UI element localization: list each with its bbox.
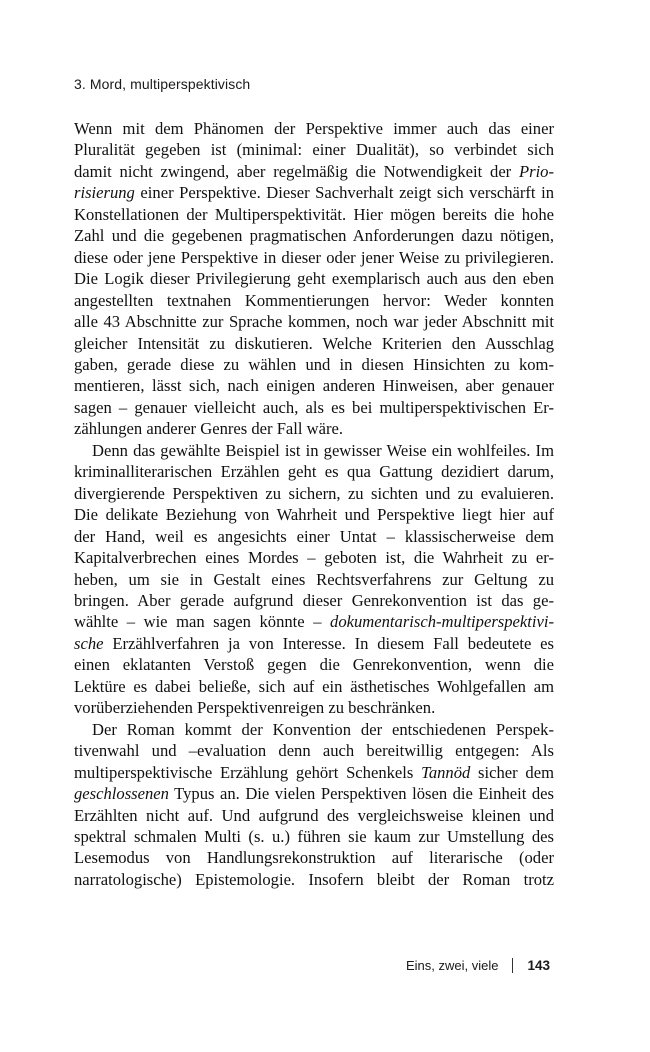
text-line	[74, 375, 554, 396]
text-line	[74, 139, 554, 160]
text-run: Denn das gewählte Beispiel ist in gewisser Weise ein wohlfeiles. Im	[92, 440, 554, 460]
text-run: Kapitalverbrechen eines Mordes – geboten ist, die Wahrheit zu er-	[74, 548, 554, 568]
text-run: divergierende Perspektiven zu sichern, zu sichten und zu evaluieren.	[74, 483, 554, 503]
text-run: der Hand, weil es angesichts einer Untat – klassischerweise dem	[74, 526, 554, 546]
text-line	[74, 547, 554, 568]
text-run: angestellten textnahen Kommentierungen hervor: Weder konnten	[74, 290, 554, 310]
text-run: Der Roman kommt der Konvention der entschiedenen Perspek-	[92, 719, 554, 739]
text-line	[74, 805, 554, 826]
text-line	[74, 182, 554, 203]
text-run: tivenwahl und –evaluation denn auch bereitwillig entgegen: Als	[74, 741, 554, 761]
text-line	[74, 418, 554, 439]
text-run: sagen – genauer vielleicht auch, als es bei multiperspektivischen Er-	[74, 397, 554, 417]
text-line	[74, 783, 554, 804]
text-run: heben, um sie in Gestalt eines Rechtsverfahrens zur Geltung zu	[74, 569, 554, 589]
text-run: wählte – wie man sagen könnte –	[74, 612, 331, 632]
text-line	[74, 440, 554, 461]
italic-run: dokumentarisch-multiperspektivi-	[330, 612, 554, 632]
text-line	[74, 225, 554, 246]
text-run: sicher dem	[470, 762, 554, 782]
footer-separator	[512, 958, 513, 973]
text-line	[74, 697, 554, 718]
text-line	[74, 826, 554, 847]
text-run: gaben, gerade diese zu wählen und in diesen Hinsichten zu kom-	[74, 354, 554, 374]
text-line	[74, 483, 554, 504]
text-run: Lesemodus von Handlungsrekonstruktion auf literarische (oder	[74, 848, 554, 868]
text-line	[74, 847, 554, 868]
text-line	[74, 504, 554, 525]
page-number: 143	[527, 958, 550, 973]
text-run: vorüberziehenden Perspektivenreigen zu beschränken.	[74, 698, 436, 718]
text-line	[74, 654, 554, 675]
text-line	[74, 461, 554, 482]
text-run: Die Logik dieser Privilegierung geht exemplarisch auch aus den eben	[74, 269, 554, 289]
text-run: Lektüre es dabei beließe, sich auf ein ästhetisches Wohlgefallen am	[74, 676, 554, 696]
text-line	[74, 161, 554, 182]
text-run: multiperspektivische Erzählung gehört Schenkels	[74, 762, 422, 782]
footer-title: Eins, zwei, viele	[405, 958, 499, 973]
italic-run: risierung	[74, 183, 135, 203]
text-run: Wenn mit dem Phänomen der Perspektive immer auch das einer	[74, 119, 554, 138]
text-run: Erzählverfahren ja von Interesse. In diesem Fall bedeutete es	[103, 633, 554, 653]
text-run: Konstellationen der Multiperspektivität. Hier mögen bereits die hohe	[74, 204, 554, 224]
italic-run: Tannöd	[421, 762, 471, 782]
text-line	[74, 268, 554, 289]
text-run: bringen. Aber gerade aufgrund dieser Genrekonvention ist das ge-	[74, 590, 554, 610]
text-line	[74, 311, 554, 332]
text-line	[74, 762, 554, 783]
text-run: einen eklatanten Verstoß gegen die Genrekonvention, wenn die	[74, 655, 554, 675]
paragraph	[74, 118, 554, 440]
text-line	[74, 247, 554, 268]
text-run: Typus an. Die vielen Perspektiven lösen die Einheit des	[168, 784, 554, 804]
text-line	[74, 204, 554, 225]
text-run: spektral schmalen Multi (s. u.) führen sie kaum zur Umstellung des	[74, 826, 554, 846]
text-run: Die delikate Beziehung von Wahrheit und Perspektive liegt hier auf	[74, 505, 554, 525]
paragraph	[74, 440, 554, 719]
text-run: mentieren, lässt sich, nach einigen anderen Hinweisen, aber genauer	[74, 376, 554, 396]
text-line	[74, 869, 554, 890]
text-line	[74, 118, 554, 139]
text-line	[74, 611, 554, 632]
italic-run: sche	[74, 633, 104, 653]
italic-run: geschlossenen	[74, 784, 169, 804]
paragraph	[74, 719, 554, 891]
text-line	[74, 526, 554, 547]
text-run: Zahl und die gegebenen pragmatischen Anforderungen dazu nötigen,	[74, 226, 554, 246]
text-run: narratologische) Epistemologie. Insofern bleibt der Roman trotz	[74, 869, 554, 889]
italic-run: Prio-	[518, 161, 554, 181]
text-line	[74, 397, 554, 418]
text-line	[74, 590, 554, 611]
text-line	[74, 333, 554, 354]
text-run: damit nicht zwingend, aber regelmäßig die Notwendigkeit der	[74, 161, 519, 181]
body-text	[74, 118, 554, 890]
text-run: einer Perspektive. Dieser Sachverhalt zeigt sich verschärft in	[134, 183, 554, 203]
text-line	[74, 633, 554, 654]
text-line	[74, 569, 554, 590]
text-line	[74, 354, 554, 375]
text-line	[74, 676, 554, 697]
text-line	[74, 290, 554, 311]
text-run: Pluralität gegeben ist (minimal: einer Dualität), so verbindet sich	[74, 140, 554, 160]
text-run: gleicher Intensität zu diskutieren. Welche Kriterien den Ausschlag	[74, 333, 554, 353]
text-run: kriminalliterarischen Erzählen geht es qua Gattung dezidiert darum,	[74, 462, 554, 482]
text-line	[74, 719, 554, 740]
page-footer	[406, 958, 550, 973]
text-run: Erzählten nicht auf. Und aufgrund des vergleichsweise kleinen und	[74, 805, 554, 825]
running-head: 3. Mord, multiperspektivisch	[74, 76, 251, 92]
text-line	[74, 740, 554, 761]
text-run: alle 43 Abschnitte zur Sprache kommen, noch war jeder Abschnitt mit	[74, 312, 554, 332]
text-run: diese oder jene Perspektive in dieser oder jener Weise zu privilegieren.	[74, 247, 554, 267]
text-run: zählungen anderer Genres der Fall wäre.	[74, 419, 344, 439]
